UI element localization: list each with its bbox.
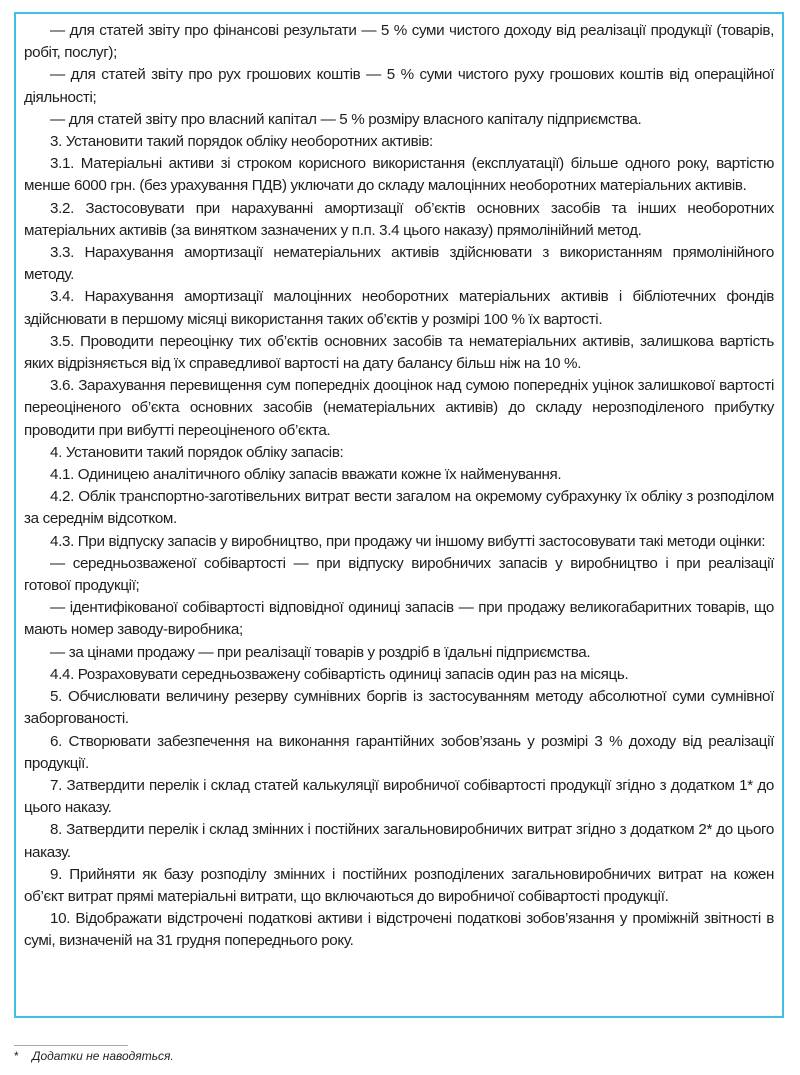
paragraph-financial-results: — для статей звіту про фінансові результати — 5 % суми чистого доходу від реалізації продукції (товарів, робіт, послуг); (24, 22, 774, 62)
paragraph-4: 4. Установити такий порядок обліку запасів: (50, 443, 344, 461)
paragraph-8: 8. Затвердити перелік і склад змінних і постійних загальновиробничих витрат згідно з додатком 2* до цього наказу. (24, 821, 774, 861)
order-text-box (14, 12, 784, 1018)
paragraph-3-4: 3.4. Нарахування амортизації малоцінних необоротних матеріальних активів і бібліотечних фондів здійснювати в першому місяці використання таких об’єктів у розмірі 100 % їх вартості. (24, 288, 774, 328)
paragraph-identified-cost: — ідентифікованої собівартості відповідної одиниці запасів — при продажу великогабаритних товарів, що мають номер заводу-виробника; (24, 599, 774, 639)
footnote-text: Додатки не наводяться. (32, 1049, 174, 1063)
paragraph-3-6: 3.6. Зарахування перевищення сум попередніх дооцінок над сумою попередніх уцінок залишкової вартості переоціненого об’єкта основних засобів (нематеріальних активів) до складу нерозподіленого прибутку проводити при вибутті переоціненого об’єкта. (24, 377, 774, 439)
paragraph-4-3: 4.3. При відпуску запасів у виробництво, при продажу чи іншому вибутті застосовувати такі методи оцінки: (50, 532, 766, 550)
footnote-marker: * (14, 1049, 19, 1063)
paragraph-7: 7. Затвердити перелік і склад статей калькуляції виробничої собівартості продукції згідно з додатком 1* до цього наказу. (24, 776, 774, 817)
paragraph-weighted-average: — середньозваженої собівартості — при відпуску виробничих запасів у виробництво і при реалізації готової продукції; (24, 554, 774, 595)
paragraph-6: 6. Створювати забезпечення на виконання гарантійних зобов’язань у розмірі 3 % доходу від реалізації продукції. (24, 732, 774, 772)
paragraph-3: 3. Установити такий порядок обліку необоротних активів: (50, 133, 433, 151)
paragraph-4-4: 4.4. Розраховувати середньозважену собівартість одиниці запасів один раз на місяць. (50, 665, 629, 683)
paragraph-5: 5. Обчислювати величину резерву сумнівних боргів із застосуванням методу абсолютної суми сумнівної заборгованості. (24, 688, 774, 728)
paragraph-3-3: 3.3. Нарахування амортизації нематеріальних активів здійснювати з використанням прямолінійного методу. (24, 244, 774, 284)
paragraph-3-2: 3.2. Застосовувати при нарахуванні амортизації об’єктів основних засобів та інших необоротних матеріальних активів (за винятком зазначених у п.п. 3.4 цього наказу) прямолінійний метод. (24, 199, 774, 239)
paragraph-equity: — для статей звіту про власний капітал — 5 % розміру власного капіталу підприємства. (50, 110, 642, 128)
paragraph-4-1: 4.1. Одиницею аналітичного обліку запасів вважати кожне їх найменування. (50, 466, 562, 484)
footnote-divider (14, 1045, 128, 1046)
paragraph-9: 9. Прийняти як базу розподілу змінних і постійних розподілених загальновиробничих витрат на кожен об’єкт витрат прямі матеріальні витрати, що включаються до виробничої собівартості продукції. (24, 865, 774, 905)
paragraph-3-1: 3.1. Матеріальні активи зі строком корисного використання (експлуатації) більше одного року, вартістю менше 6000 грн. (без урахування ПДВ) уключати до складу малоцінних необоротних матеріальних активів. (24, 155, 774, 195)
paragraph-cash-flow: — для статей звіту про рух грошових коштів — 5 % суми чистого руху грошових коштів від операційної діяльності; (24, 66, 774, 106)
paragraph-3-5: 3.5. Проводити переоцінку тих об’єктів основних засобів та нематеріальних активів, залишкова вартість яких відрізняється від їх справедливої вартості на дату балансу більш ніж на 10 %. (24, 332, 774, 373)
paragraph-10: 10. Відображати відстрочені податкові активи і відстрочені податкові зобов’язання у проміжній звітності в сумі, визначеній на 31 грудня попереднього року. (24, 910, 774, 950)
footnote (14, 1049, 174, 1063)
paragraph-sale-prices: — за цінами продажу — при реалізації товарів у роздріб в їдальні підприємства. (50, 643, 591, 661)
paragraph-4-2: 4.2. Облік транспортно-заготівельних витрат вести загалом на окремому субрахунку їх обліку з розподілом за середнім відсотком. (24, 488, 774, 528)
